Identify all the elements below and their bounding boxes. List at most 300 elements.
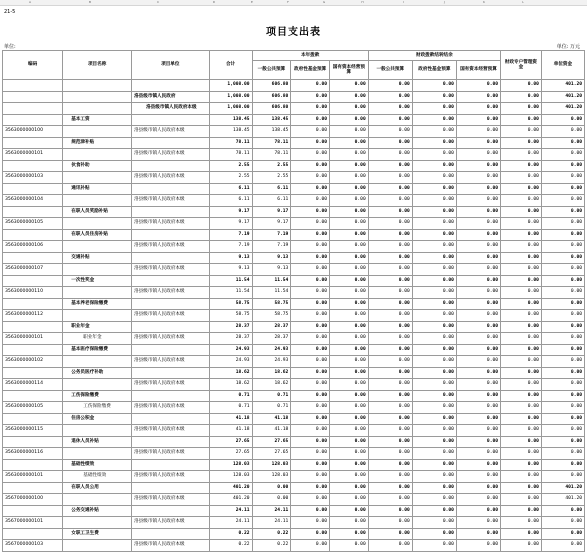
- cell-amount[interactable]: 138.45: [252, 126, 291, 138]
- cell-amount[interactable]: 0.00: [456, 264, 500, 276]
- cell-amount[interactable]: 18.62: [252, 367, 291, 379]
- cell-amount[interactable]: 0.00: [501, 367, 542, 379]
- cell-amount[interactable]: 0.00: [291, 310, 330, 322]
- cell-project-name[interactable]: [63, 126, 132, 138]
- cell-amount[interactable]: 0.00: [368, 91, 412, 103]
- cell-amount[interactable]: 0.00: [456, 436, 500, 448]
- cell-code[interactable]: 3563000000101: [3, 333, 63, 345]
- column-letter[interactable]: D: [212, 0, 216, 4]
- cell-amount[interactable]: 0.00: [501, 425, 542, 437]
- cell-amount[interactable]: 0.00: [456, 425, 500, 437]
- cell-project-name[interactable]: 通讯补贴: [63, 183, 132, 195]
- cell-amount[interactable]: 0.00: [330, 195, 369, 207]
- cell-amount[interactable]: 0.00: [330, 482, 369, 494]
- cell-amount[interactable]: 0.00: [291, 275, 330, 287]
- cell-code[interactable]: [3, 344, 63, 356]
- cell-amount[interactable]: 0.00: [291, 448, 330, 460]
- cell-amount[interactable]: 58.75: [252, 298, 291, 310]
- cell-amount[interactable]: 0.00: [412, 459, 456, 471]
- cell-amount[interactable]: 0.00: [368, 540, 412, 552]
- cell-project-unit[interactable]: 洛县级市镇人民政府本级: [132, 540, 209, 552]
- cell-code[interactable]: 3563000000106: [3, 241, 63, 253]
- cell-amount[interactable]: 41.18: [252, 425, 291, 437]
- cell-amount[interactable]: 0.00: [368, 379, 412, 391]
- cell-amount[interactable]: 0.00: [412, 356, 456, 368]
- cell-amount[interactable]: 0.00: [456, 218, 500, 230]
- cell-amount[interactable]: 0.00: [456, 528, 500, 540]
- cell-amount[interactable]: 0.00: [330, 540, 369, 552]
- cell-project-name[interactable]: [63, 310, 132, 322]
- cell-amount[interactable]: 0.00: [456, 126, 500, 138]
- cell-amount[interactable]: 606.80: [252, 80, 291, 92]
- cell-project-name[interactable]: 在职人员公用: [63, 482, 132, 494]
- cell-amount[interactable]: 606.80: [252, 103, 291, 115]
- cell-project-unit[interactable]: 洛县级市镇人民政府本级: [132, 379, 209, 391]
- cell-amount[interactable]: 0.00: [541, 241, 584, 253]
- cell-amount[interactable]: 0.00: [412, 195, 456, 207]
- cell-amount[interactable]: 0.00: [501, 402, 542, 414]
- cell-amount[interactable]: 0.00: [501, 252, 542, 264]
- cell-project-name[interactable]: [63, 264, 132, 276]
- cell-amount[interactable]: 0.00: [291, 471, 330, 483]
- cell-code[interactable]: [3, 183, 63, 195]
- cell-code[interactable]: [3, 103, 63, 115]
- column-letter[interactable]: J: [444, 0, 445, 4]
- cell-project-name[interactable]: [63, 517, 132, 529]
- cell-amount[interactable]: 0.00: [501, 218, 542, 230]
- cell-amount[interactable]: 0.00: [456, 229, 500, 241]
- cell-amount[interactable]: 0.00: [412, 505, 456, 517]
- cell-code[interactable]: [3, 137, 63, 149]
- cell-amount[interactable]: 0.00: [412, 275, 456, 287]
- cell-amount[interactable]: 0.00: [501, 103, 542, 115]
- cell-amount[interactable]: 0.00: [291, 505, 330, 517]
- cell-amount[interactable]: 0.00: [501, 540, 542, 552]
- cell-amount[interactable]: 0.00: [252, 494, 291, 506]
- cell-amount[interactable]: 0.00: [541, 287, 584, 299]
- cell-amount[interactable]: 0.00: [412, 206, 456, 218]
- cell-code[interactable]: 3563000000116: [3, 448, 63, 460]
- column-letter[interactable]: B: [88, 0, 92, 4]
- cell-amount[interactable]: 78.11: [252, 149, 291, 161]
- cell-code[interactable]: 3563000000112: [3, 310, 63, 322]
- column-letter[interactable]: G: [322, 0, 326, 4]
- cell-amount[interactable]: 0.00: [456, 482, 500, 494]
- cell-amount[interactable]: 0.00: [412, 390, 456, 402]
- cell-amount[interactable]: 0.00: [252, 482, 291, 494]
- cell-project-unit[interactable]: [132, 298, 209, 310]
- cell-project-unit[interactable]: [132, 114, 209, 126]
- cell-project-name[interactable]: 工伤保险缴费: [63, 402, 132, 414]
- cell-amount[interactable]: 0.00: [456, 494, 500, 506]
- cell-amount[interactable]: 0.00: [368, 172, 412, 184]
- cell-amount[interactable]: 0.00: [330, 528, 369, 540]
- cell-amount[interactable]: 0.00: [330, 252, 369, 264]
- cell-amount[interactable]: 0.00: [368, 505, 412, 517]
- cell-code[interactable]: [3, 114, 63, 126]
- cell-amount[interactable]: 0.00: [412, 379, 456, 391]
- cell-project-unit[interactable]: 洛县级市镇人民政府本级: [132, 264, 209, 276]
- cell-project-name[interactable]: [63, 448, 132, 460]
- cell-project-unit[interactable]: 洛县级市镇人民政府本级: [132, 494, 209, 506]
- cell-project-unit[interactable]: [132, 275, 209, 287]
- cell-amount[interactable]: 0.00: [412, 241, 456, 253]
- cell-project-unit[interactable]: [132, 344, 209, 356]
- cell-amount[interactable]: 1,008.00: [209, 103, 252, 115]
- cell-amount[interactable]: 0.00: [456, 402, 500, 414]
- cell-amount[interactable]: 78.11: [209, 137, 252, 149]
- cell-amount[interactable]: 138.45: [252, 114, 291, 126]
- cell-amount[interactable]: 0.00: [456, 517, 500, 529]
- cell-amount[interactable]: 0.00: [501, 287, 542, 299]
- cell-code[interactable]: [3, 321, 63, 333]
- cell-amount[interactable]: 0.00: [501, 321, 542, 333]
- cell-amount[interactable]: 0.00: [456, 333, 500, 345]
- cell-amount[interactable]: 0.00: [330, 321, 369, 333]
- cell-project-name[interactable]: 在职人员奖励补贴: [63, 206, 132, 218]
- cell-amount[interactable]: 0.00: [541, 264, 584, 276]
- cell-amount[interactable]: 0.00: [412, 126, 456, 138]
- cell-amount[interactable]: 0.00: [501, 241, 542, 253]
- cell-amount[interactable]: 0.00: [368, 137, 412, 149]
- cell-project-unit[interactable]: [132, 206, 209, 218]
- cell-amount[interactable]: 0.00: [541, 425, 584, 437]
- cell-amount[interactable]: 0.00: [330, 126, 369, 138]
- cell-amount[interactable]: 9.17: [209, 206, 252, 218]
- cell-amount[interactable]: 0.00: [291, 356, 330, 368]
- cell-amount[interactable]: 0.00: [368, 459, 412, 471]
- cell-code[interactable]: 3567000000103: [3, 540, 63, 552]
- cell-amount[interactable]: 0.00: [291, 436, 330, 448]
- cell-amount[interactable]: 0.00: [291, 482, 330, 494]
- column-letter[interactable]: E: [251, 0, 253, 4]
- cell-amount[interactable]: 0.00: [412, 402, 456, 414]
- cell-amount[interactable]: 0.00: [501, 471, 542, 483]
- cell-amount[interactable]: 0.00: [412, 264, 456, 276]
- cell-amount[interactable]: 0.00: [541, 310, 584, 322]
- cell-amount[interactable]: 0.00: [456, 80, 500, 92]
- cell-code[interactable]: 3563000000100: [3, 126, 63, 138]
- cell-amount[interactable]: 41.18: [209, 413, 252, 425]
- cell-amount[interactable]: 0.00: [330, 103, 369, 115]
- cell-amount[interactable]: 0.00: [412, 298, 456, 310]
- cell-amount[interactable]: 0.00: [456, 252, 500, 264]
- cell-amount[interactable]: 0.00: [456, 195, 500, 207]
- cell-project-unit[interactable]: 洛县级市镇人民政府本级: [132, 195, 209, 207]
- cell-amount[interactable]: 9.13: [252, 252, 291, 264]
- cell-amount[interactable]: 78.11: [252, 137, 291, 149]
- cell-project-unit[interactable]: 洛县级市镇人民政府本级: [132, 448, 209, 460]
- cell-amount[interactable]: 0.00: [330, 91, 369, 103]
- cell-project-unit[interactable]: 洛县级市镇人民政府本级: [132, 517, 209, 529]
- cell-amount[interactable]: 0.00: [541, 321, 584, 333]
- cell-amount[interactable]: 0.00: [291, 459, 330, 471]
- cell-code[interactable]: [3, 390, 63, 402]
- cell-project-unit[interactable]: [132, 321, 209, 333]
- cell-project-name[interactable]: 基本工资: [63, 114, 132, 126]
- cell-amount[interactable]: 0.00: [368, 275, 412, 287]
- cell-amount[interactable]: 0.00: [330, 310, 369, 322]
- cell-project-name[interactable]: [63, 195, 132, 207]
- cell-amount[interactable]: 0.00: [412, 333, 456, 345]
- cell-amount[interactable]: 0.00: [541, 149, 584, 161]
- cell-code[interactable]: 3563000000102: [3, 356, 63, 368]
- cell-amount[interactable]: 0.00: [412, 160, 456, 172]
- cell-amount[interactable]: 6.11: [252, 183, 291, 195]
- cell-project-name[interactable]: 女职工卫生费: [63, 528, 132, 540]
- cell-amount[interactable]: 0.00: [541, 252, 584, 264]
- cell-amount[interactable]: 0.00: [368, 356, 412, 368]
- cell-amount[interactable]: 0.00: [330, 413, 369, 425]
- cell-amount[interactable]: 6.11: [252, 195, 291, 207]
- column-letter[interactable]: C: [156, 0, 160, 4]
- cell-amount[interactable]: 0.00: [330, 264, 369, 276]
- cell-amount[interactable]: 0.00: [501, 206, 542, 218]
- cell-amount[interactable]: 58.75: [209, 298, 252, 310]
- cell-amount[interactable]: 9.13: [209, 252, 252, 264]
- cell-amount[interactable]: 0.00: [368, 310, 412, 322]
- cell-amount[interactable]: 0.00: [330, 287, 369, 299]
- cell-amount[interactable]: 0.00: [330, 298, 369, 310]
- cell-amount[interactable]: 0.00: [456, 160, 500, 172]
- cell-amount[interactable]: 0.00: [456, 367, 500, 379]
- cell-project-name[interactable]: [63, 241, 132, 253]
- cell-amount[interactable]: 138.45: [209, 126, 252, 138]
- cell-project-unit[interactable]: [132, 252, 209, 264]
- cell-project-name[interactable]: [63, 379, 132, 391]
- cell-amount[interactable]: 0.00: [368, 471, 412, 483]
- cell-amount[interactable]: 24.11: [252, 517, 291, 529]
- cell-amount[interactable]: 58.75: [252, 310, 291, 322]
- cell-code[interactable]: 3563000000107: [3, 264, 63, 276]
- cell-amount[interactable]: 0.00: [412, 218, 456, 230]
- cell-amount[interactable]: 0.00: [368, 528, 412, 540]
- cell-amount[interactable]: 0.00: [330, 436, 369, 448]
- cell-amount[interactable]: 0.00: [368, 252, 412, 264]
- cell-amount[interactable]: 0.00: [291, 321, 330, 333]
- cell-project-unit[interactable]: 洛县级市镇人民政府本级: [132, 402, 209, 414]
- cell-amount[interactable]: 6.11: [209, 183, 252, 195]
- cell-amount[interactable]: 0.00: [330, 149, 369, 161]
- cell-code[interactable]: 3563000000101: [3, 471, 63, 483]
- cell-amount[interactable]: 0.22: [252, 528, 291, 540]
- cell-amount[interactable]: 0.00: [368, 103, 412, 115]
- cell-amount[interactable]: 78.11: [209, 149, 252, 161]
- cell-amount[interactable]: 0.00: [330, 183, 369, 195]
- cell-code[interactable]: [3, 459, 63, 471]
- cell-amount[interactable]: 0.00: [330, 80, 369, 92]
- cell-amount[interactable]: 0.00: [330, 402, 369, 414]
- cell-amount[interactable]: 0.00: [330, 218, 369, 230]
- cell-amount[interactable]: 0.00: [456, 471, 500, 483]
- cell-amount[interactable]: 0.00: [368, 321, 412, 333]
- cell-amount[interactable]: 0.00: [456, 172, 500, 184]
- cell-project-unit[interactable]: 洛县级市镇人民政府本级: [132, 149, 209, 161]
- cell-project-name[interactable]: 基本养老保险缴费: [63, 298, 132, 310]
- cell-code[interactable]: 3563000000105: [3, 402, 63, 414]
- cell-amount[interactable]: 0.00: [501, 310, 542, 322]
- cell-amount[interactable]: 41.18: [209, 425, 252, 437]
- cell-code[interactable]: 3563000000114: [3, 379, 63, 391]
- cell-amount[interactable]: 0.00: [501, 505, 542, 517]
- cell-project-name[interactable]: [63, 172, 132, 184]
- cell-amount[interactable]: 0.00: [291, 149, 330, 161]
- cell-amount[interactable]: 0.00: [412, 528, 456, 540]
- cell-amount[interactable]: 0.00: [501, 482, 542, 494]
- cell-amount[interactable]: 0.00: [456, 275, 500, 287]
- cell-amount[interactable]: 0.00: [368, 482, 412, 494]
- cell-amount[interactable]: 0.00: [501, 528, 542, 540]
- cell-amount[interactable]: 0.00: [412, 252, 456, 264]
- cell-amount[interactable]: 0.00: [330, 333, 369, 345]
- cell-amount[interactable]: 0.00: [291, 206, 330, 218]
- cell-amount[interactable]: 0.00: [330, 206, 369, 218]
- cell-amount[interactable]: 0.00: [412, 448, 456, 460]
- cell-project-unit[interactable]: 洛县级市镇人民政府本级: [132, 241, 209, 253]
- cell-amount[interactable]: 9.17: [209, 218, 252, 230]
- cell-amount[interactable]: 0.00: [291, 183, 330, 195]
- cell-project-unit[interactable]: [132, 436, 209, 448]
- cell-amount[interactable]: 0.00: [541, 275, 584, 287]
- cell-amount[interactable]: 0.00: [541, 172, 584, 184]
- cell-amount[interactable]: 0.00: [412, 310, 456, 322]
- cell-project-name[interactable]: 公务交通补贴: [63, 505, 132, 517]
- cell-code[interactable]: [3, 436, 63, 448]
- cell-amount[interactable]: 0.00: [541, 436, 584, 448]
- cell-amount[interactable]: 0.00: [456, 91, 500, 103]
- cell-amount[interactable]: 0.00: [291, 344, 330, 356]
- cell-amount[interactable]: 9.17: [252, 218, 291, 230]
- cell-amount[interactable]: 0.00: [368, 367, 412, 379]
- cell-amount[interactable]: 0.00: [291, 287, 330, 299]
- cell-amount[interactable]: 7.19: [252, 241, 291, 253]
- cell-amount[interactable]: 0.00: [541, 402, 584, 414]
- cell-project-name[interactable]: 伙食补助: [63, 160, 132, 172]
- cell-amount[interactable]: 0.00: [412, 183, 456, 195]
- cell-amount[interactable]: 0.00: [501, 275, 542, 287]
- cell-amount[interactable]: 0.00: [330, 344, 369, 356]
- cell-amount[interactable]: 0.00: [412, 367, 456, 379]
- cell-amount[interactable]: 2.55: [252, 172, 291, 184]
- cell-amount[interactable]: 0.00: [501, 344, 542, 356]
- cell-amount[interactable]: 0.00: [368, 448, 412, 460]
- cell-amount[interactable]: 0.00: [541, 344, 584, 356]
- cell-amount[interactable]: 2.55: [209, 172, 252, 184]
- cell-code[interactable]: [3, 206, 63, 218]
- cell-amount[interactable]: 0.00: [330, 160, 369, 172]
- cell-amount[interactable]: 0.00: [501, 333, 542, 345]
- cell-project-unit[interactable]: 洛县级市镇人民政府本级: [132, 425, 209, 437]
- cell-amount[interactable]: 0.00: [501, 436, 542, 448]
- cell-amount[interactable]: 0.00: [412, 103, 456, 115]
- cell-amount[interactable]: 0.00: [368, 333, 412, 345]
- cell-amount[interactable]: 0.00: [412, 494, 456, 506]
- cell-amount[interactable]: 0.00: [541, 390, 584, 402]
- cell-code[interactable]: [3, 528, 63, 540]
- cell-project-unit[interactable]: 洛县级市镇人民政府本级: [132, 333, 209, 345]
- cell-amount[interactable]: 0.00: [456, 310, 500, 322]
- cell-amount[interactable]: 0.00: [541, 367, 584, 379]
- cell-amount[interactable]: 0.00: [412, 482, 456, 494]
- cell-amount[interactable]: 0.00: [501, 264, 542, 276]
- cell-amount[interactable]: 58.75: [209, 310, 252, 322]
- cell-amount[interactable]: 0.00: [368, 195, 412, 207]
- cell-amount[interactable]: 0.00: [368, 436, 412, 448]
- cell-project-unit[interactable]: 洛县级市镇人民政府本级: [132, 287, 209, 299]
- cell-amount[interactable]: 138.45: [209, 114, 252, 126]
- cell-amount[interactable]: 0.00: [330, 379, 369, 391]
- cell-amount[interactable]: 11.54: [252, 275, 291, 287]
- cell-amount[interactable]: 0.00: [541, 298, 584, 310]
- cell-amount[interactable]: 0.00: [368, 218, 412, 230]
- cell-project-unit[interactable]: [132, 137, 209, 149]
- cell-amount[interactable]: 1,008.00: [209, 91, 252, 103]
- cell-project-name[interactable]: [63, 103, 132, 115]
- cell-amount[interactable]: 28.37: [252, 321, 291, 333]
- cell-amount[interactable]: 0.00: [541, 229, 584, 241]
- cell-amount[interactable]: 2.55: [252, 160, 291, 172]
- cell-amount[interactable]: 0.00: [501, 517, 542, 529]
- cell-project-name[interactable]: 在职人员住房补贴: [63, 229, 132, 241]
- cell-amount[interactable]: 0.00: [330, 137, 369, 149]
- cell-project-unit[interactable]: [132, 183, 209, 195]
- cell-amount[interactable]: 401.20: [209, 494, 252, 506]
- cell-amount[interactable]: 0.00: [456, 114, 500, 126]
- cell-amount[interactable]: 0.00: [456, 183, 500, 195]
- cell-amount[interactable]: 0.00: [456, 505, 500, 517]
- column-letter[interactable]: K: [483, 0, 485, 4]
- cell-code[interactable]: 3563000000104: [3, 195, 63, 207]
- cell-amount[interactable]: 0.00: [368, 80, 412, 92]
- cell-amount[interactable]: 0.00: [291, 241, 330, 253]
- cell-amount[interactable]: 27.65: [252, 448, 291, 460]
- cell-project-unit[interactable]: [132, 505, 209, 517]
- cell-project-name[interactable]: 公务员医疗补助: [63, 367, 132, 379]
- cell-code[interactable]: 3563000000115: [3, 425, 63, 437]
- cell-code[interactable]: [3, 275, 63, 287]
- cell-amount[interactable]: 41.18: [252, 413, 291, 425]
- cell-amount[interactable]: 0.00: [330, 494, 369, 506]
- cell-amount[interactable]: 0.00: [541, 206, 584, 218]
- cell-amount[interactable]: 24.11: [209, 517, 252, 529]
- cell-amount[interactable]: 0.00: [368, 241, 412, 253]
- cell-amount[interactable]: 0.00: [291, 390, 330, 402]
- cell-amount[interactable]: 7.19: [209, 229, 252, 241]
- cell-amount[interactable]: 401.20: [209, 482, 252, 494]
- cell-amount[interactable]: 606.80: [252, 91, 291, 103]
- cell-amount[interactable]: 0.00: [541, 379, 584, 391]
- cell-code[interactable]: [3, 413, 63, 425]
- cell-amount[interactable]: 0.00: [541, 137, 584, 149]
- cell-amount[interactable]: 0.00: [330, 229, 369, 241]
- cell-project-unit[interactable]: [132, 367, 209, 379]
- cell-amount[interactable]: 0.00: [368, 425, 412, 437]
- cell-amount[interactable]: 0.00: [412, 540, 456, 552]
- cell-project-unit[interactable]: 洛县级市镇人民政府本级: [132, 356, 209, 368]
- cell-amount[interactable]: 0.00: [412, 91, 456, 103]
- cell-amount[interactable]: 24.93: [209, 344, 252, 356]
- cell-project-name[interactable]: [63, 149, 132, 161]
- cell-project-name[interactable]: [63, 494, 132, 506]
- cell-amount[interactable]: 0.00: [291, 425, 330, 437]
- cell-amount[interactable]: 0.22: [209, 540, 252, 552]
- cell-amount[interactable]: 0.00: [541, 459, 584, 471]
- cell-amount[interactable]: 0.00: [291, 218, 330, 230]
- cell-amount[interactable]: 18.62: [252, 379, 291, 391]
- cell-amount[interactable]: 24.93: [209, 356, 252, 368]
- cell-amount[interactable]: 0.00: [501, 379, 542, 391]
- cell-amount[interactable]: 0.00: [330, 390, 369, 402]
